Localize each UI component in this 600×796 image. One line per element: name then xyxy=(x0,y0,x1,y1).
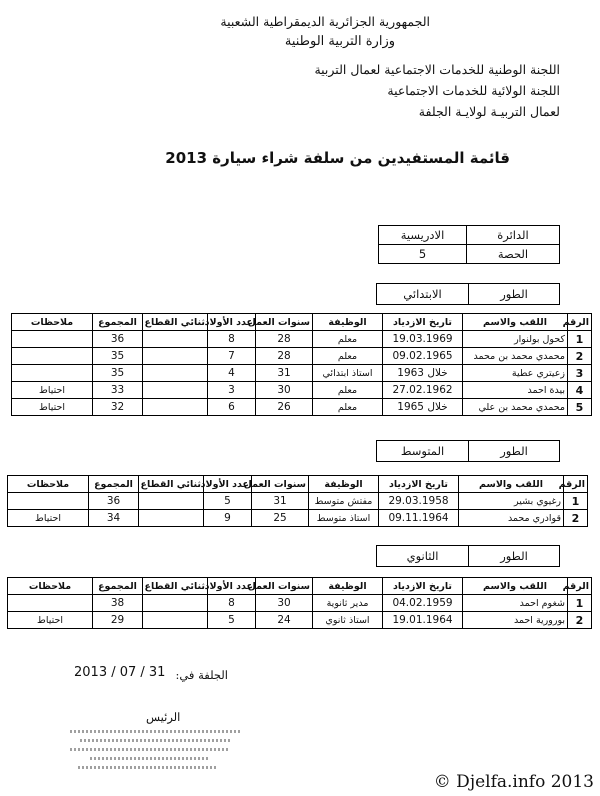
document-date: 2013 / 07 / 31 xyxy=(74,665,166,680)
row-job: استاذ ثانوي xyxy=(313,612,383,629)
col-job: الوظيفة xyxy=(313,578,383,595)
row-job: استاذ ابتدائي xyxy=(313,365,383,382)
table-row xyxy=(8,510,588,527)
row-kids: 4 xyxy=(208,365,256,382)
row-num: 2 xyxy=(568,348,592,365)
row-note: احتياط xyxy=(8,612,93,629)
row-total: 36 xyxy=(89,493,139,510)
stage-value: الابتدائي xyxy=(403,287,442,301)
row-note xyxy=(12,365,93,382)
table-row xyxy=(12,365,592,382)
row-birth: 09.02.1965 xyxy=(383,348,463,365)
col-total: المجموع xyxy=(89,476,139,493)
table-header xyxy=(8,578,592,595)
row-kids: 6 xyxy=(208,399,256,416)
row-note xyxy=(12,331,93,348)
row-job: معلم xyxy=(313,348,383,365)
row-years: 30 xyxy=(256,382,313,399)
col-job: الوظيفة xyxy=(309,476,379,493)
row-note: احتياط xyxy=(8,510,89,527)
row-kids: 7 xyxy=(208,348,256,365)
table-row xyxy=(12,382,592,399)
row-name: بيدة احمد xyxy=(463,382,568,399)
row-total: 32 xyxy=(93,399,143,416)
copyright-text: © Djelfa.info 2013 xyxy=(433,772,594,792)
row-birth: 27.02.1962 xyxy=(383,382,463,399)
row-total: 38 xyxy=(93,595,143,612)
col-num: الرقم xyxy=(564,476,588,493)
row-name: زعيتري عطية xyxy=(463,365,568,382)
col-notes: ملاحظات xyxy=(12,314,93,331)
col-dual: ثنائي القطاع xyxy=(143,314,208,331)
row-num: 5 xyxy=(568,399,592,416)
row-birth: 09.11.1964 xyxy=(379,510,459,527)
row-dual xyxy=(139,493,204,510)
row-kids: 9 xyxy=(204,510,252,527)
row-note xyxy=(8,493,89,510)
row-years: 28 xyxy=(256,331,313,348)
row-name: كحول بولنوار xyxy=(463,331,568,348)
row-dual xyxy=(143,612,208,629)
stage-value: المتوسط xyxy=(400,444,445,458)
col-name: اللقب والاسم xyxy=(463,578,568,595)
row-note: احتياط xyxy=(12,382,93,399)
table-row xyxy=(12,331,592,348)
row-birth: خلال 1965 xyxy=(383,399,463,416)
table-header xyxy=(12,314,592,331)
row-birth: خلال 1963 xyxy=(383,365,463,382)
col-kids: عدد الأولاد xyxy=(208,314,256,331)
stage-box-primary xyxy=(376,283,560,305)
row-job: معلم xyxy=(313,382,383,399)
col-total: المجموع xyxy=(93,314,143,331)
row-num: 4 xyxy=(568,382,592,399)
committee-wilaya-line2: لعمال التربيـة لولايـة الجلفة xyxy=(418,104,560,119)
row-birth: 04.02.1959 xyxy=(383,595,463,612)
stage-label: الطور xyxy=(468,441,559,461)
row-total: 35 xyxy=(93,348,143,365)
col-num: الرقم xyxy=(568,314,592,331)
table-row xyxy=(12,348,592,365)
col-num: الرقم xyxy=(568,578,592,595)
daira-label: الدائرة xyxy=(467,226,560,245)
row-job: معلم xyxy=(313,331,383,348)
row-total: 33 xyxy=(93,382,143,399)
row-birth: 29.03.1958 xyxy=(379,493,459,510)
row-years: 30 xyxy=(256,595,313,612)
row-name: بورورية احمد xyxy=(463,612,568,629)
row-job: مدير ثانوية xyxy=(313,595,383,612)
row-job: استاذ متوسط xyxy=(309,510,379,527)
document-title: قائمة المستفيدين من سلفة شراء سيارة 2013 xyxy=(165,149,510,167)
ministry-line: وزارة التربية الوطنية xyxy=(284,34,395,49)
place-date-label: الجلفة في: xyxy=(175,668,228,682)
row-kids: 5 xyxy=(204,493,252,510)
row-num: 1 xyxy=(568,331,592,348)
row-years: 24 xyxy=(256,612,313,629)
row-job: معلم xyxy=(313,399,383,416)
row-num: 3 xyxy=(568,365,592,382)
row-kids: 5 xyxy=(208,612,256,629)
row-kids: 8 xyxy=(208,595,256,612)
col-total: المجموع xyxy=(93,578,143,595)
stage-box-middle xyxy=(376,440,560,462)
table-header xyxy=(8,476,588,493)
row-total: 36 xyxy=(93,331,143,348)
col-dual: ثنائي القطاع xyxy=(143,578,208,595)
stage-label: الطور xyxy=(468,284,559,304)
row-total: 35 xyxy=(93,365,143,382)
row-dual xyxy=(143,348,208,365)
table-primary xyxy=(11,313,592,416)
quota-value: 5 xyxy=(379,245,467,264)
col-job: الوظيفة xyxy=(313,314,383,331)
col-kids: عدد الأولاد xyxy=(204,476,252,493)
stamp-image xyxy=(70,730,250,775)
row-dual xyxy=(143,399,208,416)
col-notes: ملاحظات xyxy=(8,578,93,595)
row-total: 34 xyxy=(89,510,139,527)
row-birth: 19.03.1969 xyxy=(383,331,463,348)
table-row xyxy=(12,399,592,416)
col-dual: ثنائي القطاع xyxy=(139,476,204,493)
stage-label: الطور xyxy=(468,546,559,566)
committee-national-line: اللجنة الوطنية للخدمات الاجتماعية لعمال التربية xyxy=(314,62,560,77)
table-row xyxy=(8,493,588,510)
col-kids: عدد الأولاد xyxy=(208,578,256,595)
row-kids: 3 xyxy=(208,382,256,399)
row-dual xyxy=(139,510,204,527)
col-name: اللقب والاسم xyxy=(463,314,568,331)
row-dual xyxy=(143,382,208,399)
row-total: 29 xyxy=(93,612,143,629)
row-dual xyxy=(143,365,208,382)
row-note xyxy=(12,348,93,365)
row-num: 1 xyxy=(564,493,588,510)
row-years: 31 xyxy=(252,493,309,510)
row-job: مفتش متوسط xyxy=(309,493,379,510)
row-name: رغيوي بشير xyxy=(459,493,564,510)
stage-value: الثانوي xyxy=(406,549,439,563)
row-num: 2 xyxy=(568,612,592,629)
row-dual xyxy=(143,331,208,348)
row-years: 25 xyxy=(252,510,309,527)
col-notes: ملاحظات xyxy=(8,476,89,493)
row-note: احتياط xyxy=(12,399,93,416)
row-name: محمدي محمد بن محمد xyxy=(463,348,568,365)
col-years: سنوات العمل xyxy=(256,314,313,331)
stage-box-secondary xyxy=(376,545,560,567)
col-years: سنوات العمل xyxy=(252,476,309,493)
row-name: قوادري محمد xyxy=(459,510,564,527)
row-years: 26 xyxy=(256,399,313,416)
table-secondary xyxy=(7,577,592,629)
row-name: محمدي محمد بن علي xyxy=(463,399,568,416)
row-name: شغوم احمد xyxy=(463,595,568,612)
signatory-title: الرئيس xyxy=(146,710,181,724)
row-note xyxy=(8,595,93,612)
table-row xyxy=(8,612,592,629)
col-birth: تاريخ الازدياد xyxy=(383,314,463,331)
row-dual xyxy=(143,595,208,612)
col-birth: تاريخ الازدياد xyxy=(379,476,459,493)
republic-line: الجمهورية الجزائرية الديمقراطية الشعبية xyxy=(220,14,430,29)
row-num: 2 xyxy=(564,510,588,527)
row-num: 1 xyxy=(568,595,592,612)
quota-label: الحصة xyxy=(467,245,560,264)
col-years: سنوات العمل xyxy=(256,578,313,595)
table-row xyxy=(8,595,592,612)
row-years: 31 xyxy=(256,365,313,382)
table-middle xyxy=(7,475,588,527)
row-kids: 8 xyxy=(208,331,256,348)
row-years: 28 xyxy=(256,348,313,365)
info-box xyxy=(378,225,560,264)
col-name: اللقب والاسم xyxy=(459,476,564,493)
col-birth: تاريخ الازدياد xyxy=(383,578,463,595)
committee-wilaya-line: اللجنة الولائية للخدمات الاجتماعية xyxy=(387,83,560,98)
daira-value: الادريسية xyxy=(379,226,467,245)
row-birth: 19.01.1964 xyxy=(383,612,463,629)
